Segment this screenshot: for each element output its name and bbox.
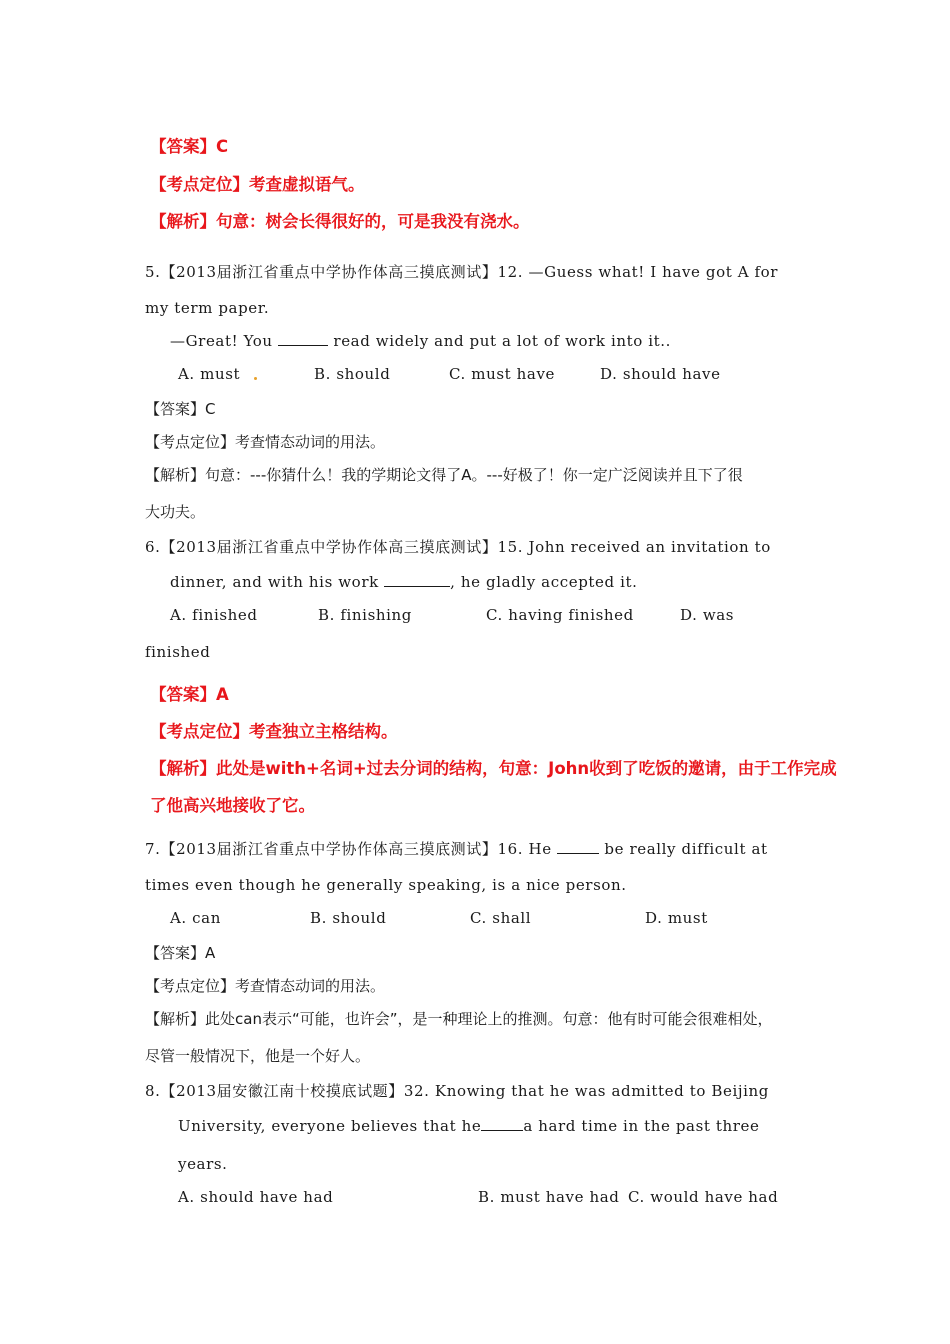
q5-stem-part1: —Great! You <box>170 332 279 350</box>
q6-option-d-cont: finished <box>145 643 211 661</box>
q6-analysis-line2: 了他高兴地接收了它。 <box>150 796 315 815</box>
q8-stem-line2 <box>178 1117 759 1135</box>
q6-stem-line1: 6.【2013届浙江省重点中学协作体高三摸底测试】15. John received an invitation to <box>145 538 771 556</box>
q6-blank <box>384 585 450 587</box>
q5-option-d: D. should have <box>600 365 721 383</box>
q7-analysis-line2: 尽管一般情况下，他是一个好人。 <box>145 1047 371 1065</box>
q7-stem-line1 <box>145 838 768 859</box>
q7-stem-part2: be really difficult at <box>599 840 768 858</box>
q5-blank <box>278 344 328 346</box>
q6-analysis-line1: 【解析】此处是with+名词+过去分词的结构，句意：John收到了吃饭的邀请，由于工作完成 <box>150 759 837 778</box>
q5-analysis-line2: 大功夫。 <box>145 503 206 521</box>
q8-stem-part2: a hard time in the past three <box>523 1117 760 1135</box>
q7-option-a: A. can <box>170 909 221 927</box>
q6-answer: 【答案】A <box>150 685 229 704</box>
q5-option-c: C. must have <box>449 365 556 383</box>
q4-answer: 【答案】C <box>150 137 229 156</box>
q5-point: 【考点定位】考查情态动词的用法。 <box>145 433 386 451</box>
q7-option-d: D. must <box>645 909 708 927</box>
q6-option-d: D. was <box>680 606 735 624</box>
q8-stem-line1: 8.【2013届安徽江南十校摸底试题】32. Knowing that he was admitted to Beijing <box>145 1082 769 1100</box>
q6-stem-part1: dinner, and with his work <box>170 573 385 591</box>
q6-stem-line2 <box>170 573 637 591</box>
q7-point: 【考点定位】考查情态动词的用法。 <box>145 977 386 995</box>
q6-point: 【考点定位】考查独立主格结构。 <box>150 722 398 741</box>
q4-analysis: 【解析】句意：树会长得很好的，可是我没有浇水。 <box>150 212 530 231</box>
q5-answer: 【答案】C <box>145 400 216 418</box>
q7-stem-line2: times even though he generally speaking, is a nice person. <box>145 876 627 894</box>
stray-dot <box>254 377 257 380</box>
q8-stem-line3: years. <box>178 1155 228 1173</box>
q5-stem-part2: read widely and put a lot of work into it.. <box>328 332 672 350</box>
q6-option-a: A. finished <box>170 606 258 624</box>
q7-option-b: B. should <box>310 909 387 927</box>
q8-option-c: C. would have had <box>628 1188 779 1206</box>
q4-point: 【考点定位】考查虚拟语气。 <box>150 175 365 194</box>
q8-option-b: B. must have had <box>478 1188 620 1206</box>
q7-analysis-line1: 【解析】此处can表示“可能，也许会”，是一种理论上的推测。句意：他有时可能会很难相处， <box>145 1010 773 1028</box>
q7-stem-part1: 7.【2013届浙江省重点中学协作体高三摸底测试】16. He <box>145 840 558 858</box>
q7-blank <box>557 852 599 854</box>
q6-option-b: B. finishing <box>318 606 412 624</box>
q5-stem-line1: 5.【2013届浙江省重点中学协作体高三摸底测试】12. —Guess what! I have got A for <box>145 263 779 281</box>
q8-stem-part1: University, everyone believes that he <box>178 1117 482 1135</box>
q8-option-a: A. should have had <box>178 1188 334 1206</box>
q6-stem-part2: , he gladly accepted it. <box>450 573 638 591</box>
q8-blank <box>481 1129 523 1131</box>
q5-stem-line2: my term paper. <box>145 299 270 317</box>
q5-option-a: A. must <box>178 365 241 383</box>
q7-option-c: C. shall <box>470 909 532 927</box>
q5-analysis-line1: 【解析】句意：---你猜什么！我的学期论文得了A。---好极了！你一定广泛阅读并且下了很 <box>145 466 743 484</box>
q6-option-c: C. having finished <box>486 606 634 624</box>
q7-answer: 【答案】A <box>145 944 216 962</box>
q5-stem-line3 <box>170 332 671 350</box>
q5-option-b: B. should <box>314 365 391 383</box>
